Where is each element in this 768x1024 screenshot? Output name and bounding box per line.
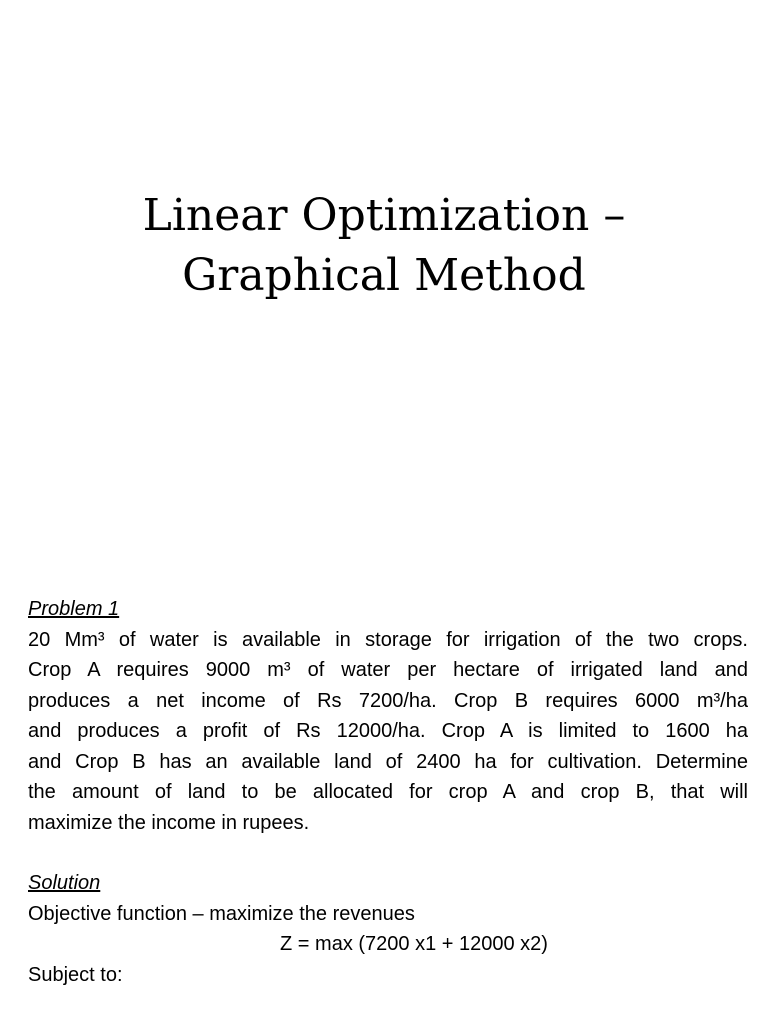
problem-heading: Problem 1 [28, 598, 120, 620]
problem-line: and Crop B has an available land of 2400 ha for cultivation. Determine [28, 750, 748, 773]
section-spacer [28, 838, 748, 868]
title-line-1: Linear Optimization – [142, 190, 626, 241]
problem-line: Crop A requires 9000 m³ of water per hectare of irrigated land and [28, 659, 748, 681]
problem-line: maximize the income in rupees. [28, 811, 310, 834]
slide-title [0, 186, 768, 306]
title-line-2: Graphical Method [182, 250, 586, 301]
problem-line: 20 Mm³ of water is available in storage for irrigation of the two crops. [28, 628, 748, 651]
objective-equation: Z = max (7200 x1 + 12000 x2) [280, 933, 548, 955]
problem-line: the amount of land to be allocated for crop A and crop B, that will [28, 781, 748, 803]
slide-content [28, 594, 748, 990]
problem-statement [28, 625, 748, 839]
problem-line: and produces a profit of Rs 12000/ha. Crop A is limited to 1600 ha [28, 720, 748, 742]
objective-function-text: Objective function – maximize the revenues [28, 902, 415, 925]
problem-line: produces a net income of Rs 7200/ha. Crop B requires 6000 m³/ha [28, 689, 748, 712]
subject-to-label: Subject to: [28, 963, 123, 986]
solution-heading: Solution [28, 872, 101, 894]
